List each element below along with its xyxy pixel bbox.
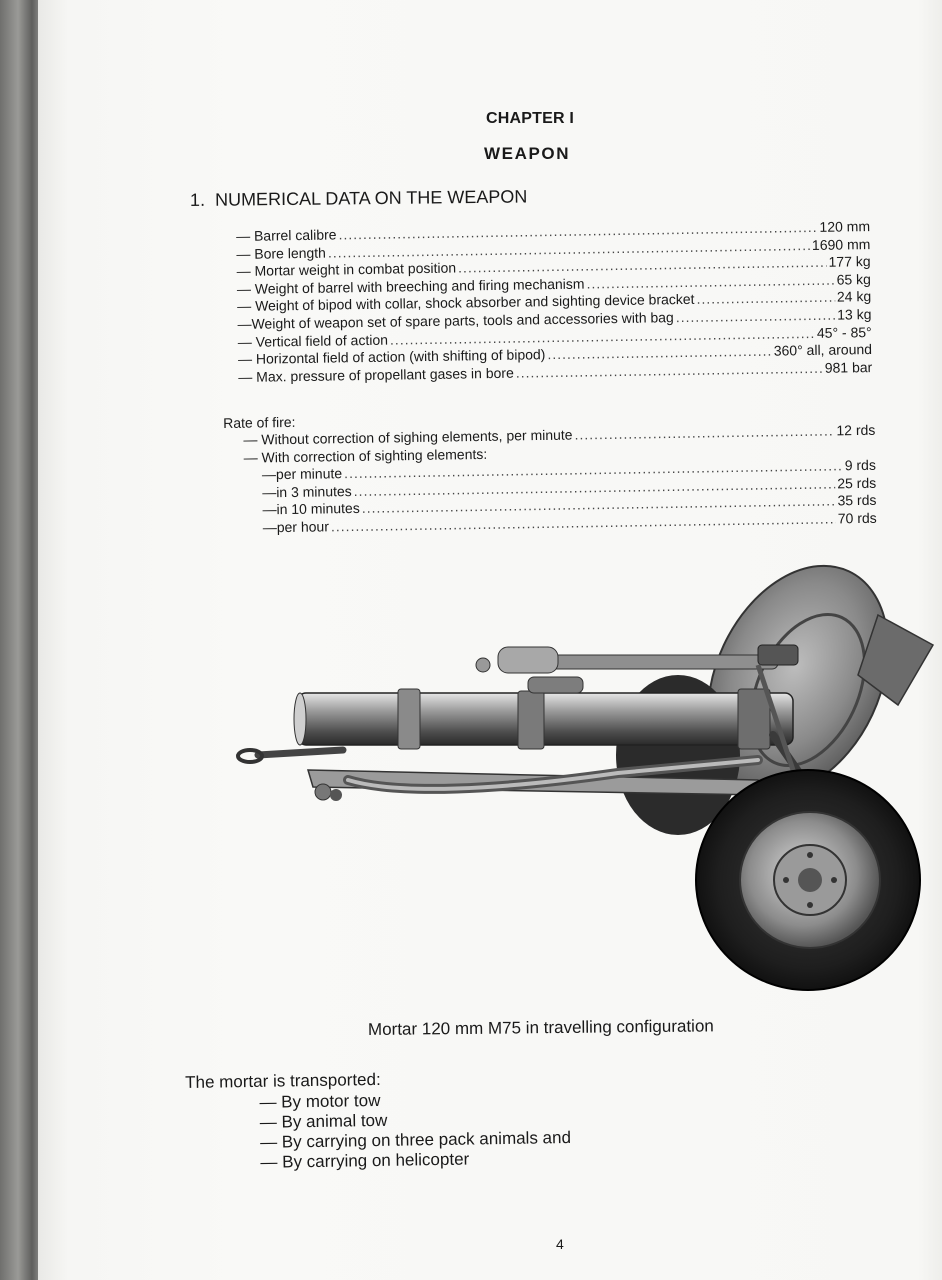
rate-value: 9 rds [844,456,877,474]
spec-label: — Barrel calibre [236,226,337,244]
rate-of-fire-block [223,404,877,538]
book-binding-shadow [0,0,40,1280]
section-heading-text: NUMERICAL DATA ON THE WEAPON [214,186,528,210]
transport-item: — By animal tow [259,1110,388,1132]
figure-caption: Mortar 120 mm M75 in travelling configuration [367,1016,714,1039]
leader-dots [516,360,823,382]
transport-item: — By carrying on three pack animals and [259,1127,572,1152]
rate-value: 70 rds [837,509,877,527]
spec-value: 981 bar [824,358,873,376]
document-page [38,0,942,1280]
rate-label: —per hour [262,518,330,536]
spec-label: —Weight of weapon set of spare parts, tools and accessories with bag [237,309,674,332]
rate-label: —per minute [261,465,343,483]
specs-list [236,218,872,386]
rate-value: 12 rds [836,421,876,439]
spec-label: — Weight of bipod with collar, shock absorber and sighting device bracket [237,291,695,315]
section-number: 1. [189,189,206,210]
page-number: 4 [556,1236,564,1252]
rate-label: —in 10 minutes [262,500,360,518]
spec-label: — Max. pressure of propellant gases in bore [238,364,514,385]
spec-label: — Bore length [236,244,327,262]
spec-label: — Vertical field of action [237,331,389,350]
spec-value: 360° all, around [773,341,873,359]
transport-item: — By motor tow [259,1090,381,1112]
spec-value: 24 kg [836,288,872,305]
rate-value: 25 rds [837,474,877,492]
rate-subheading-text: — With correction of sighting elements: [243,445,488,466]
rate-label: — Without correction of sighing elements, per minute [243,426,573,448]
chapter-heading: CHAPTER I [486,110,575,127]
transport-intro: The mortar is transported: [185,1069,381,1092]
chapter-title: WEAPON [484,144,571,163]
spec-label: — Mortar weight in combat position [236,259,457,280]
mortar-illustration [198,555,938,995]
spec-value: 177 kg [828,253,871,270]
spec-value: 45° - 85° [816,323,872,341]
section-heading [190,186,528,211]
spec-label: — Weight of barrel with breeching and firing mechanism [236,275,585,297]
rate-of-fire-title: Rate of fire: [223,413,296,431]
leader-dots [696,289,835,309]
transport-item: — By carrying on helicopter [260,1149,470,1172]
spec-value: 13 kg [837,305,872,323]
rate-label: —in 3 minutes [262,482,352,501]
transport-block [185,1066,571,1174]
rate-value: 35 rds [837,492,877,509]
spec-value: 65 kg [836,270,872,288]
spec-value: 120 mm [819,218,871,235]
spec-value: 1690 mm [811,235,871,253]
spec-label: — Horizontal field of action (with shifting of bipod) [237,346,546,368]
